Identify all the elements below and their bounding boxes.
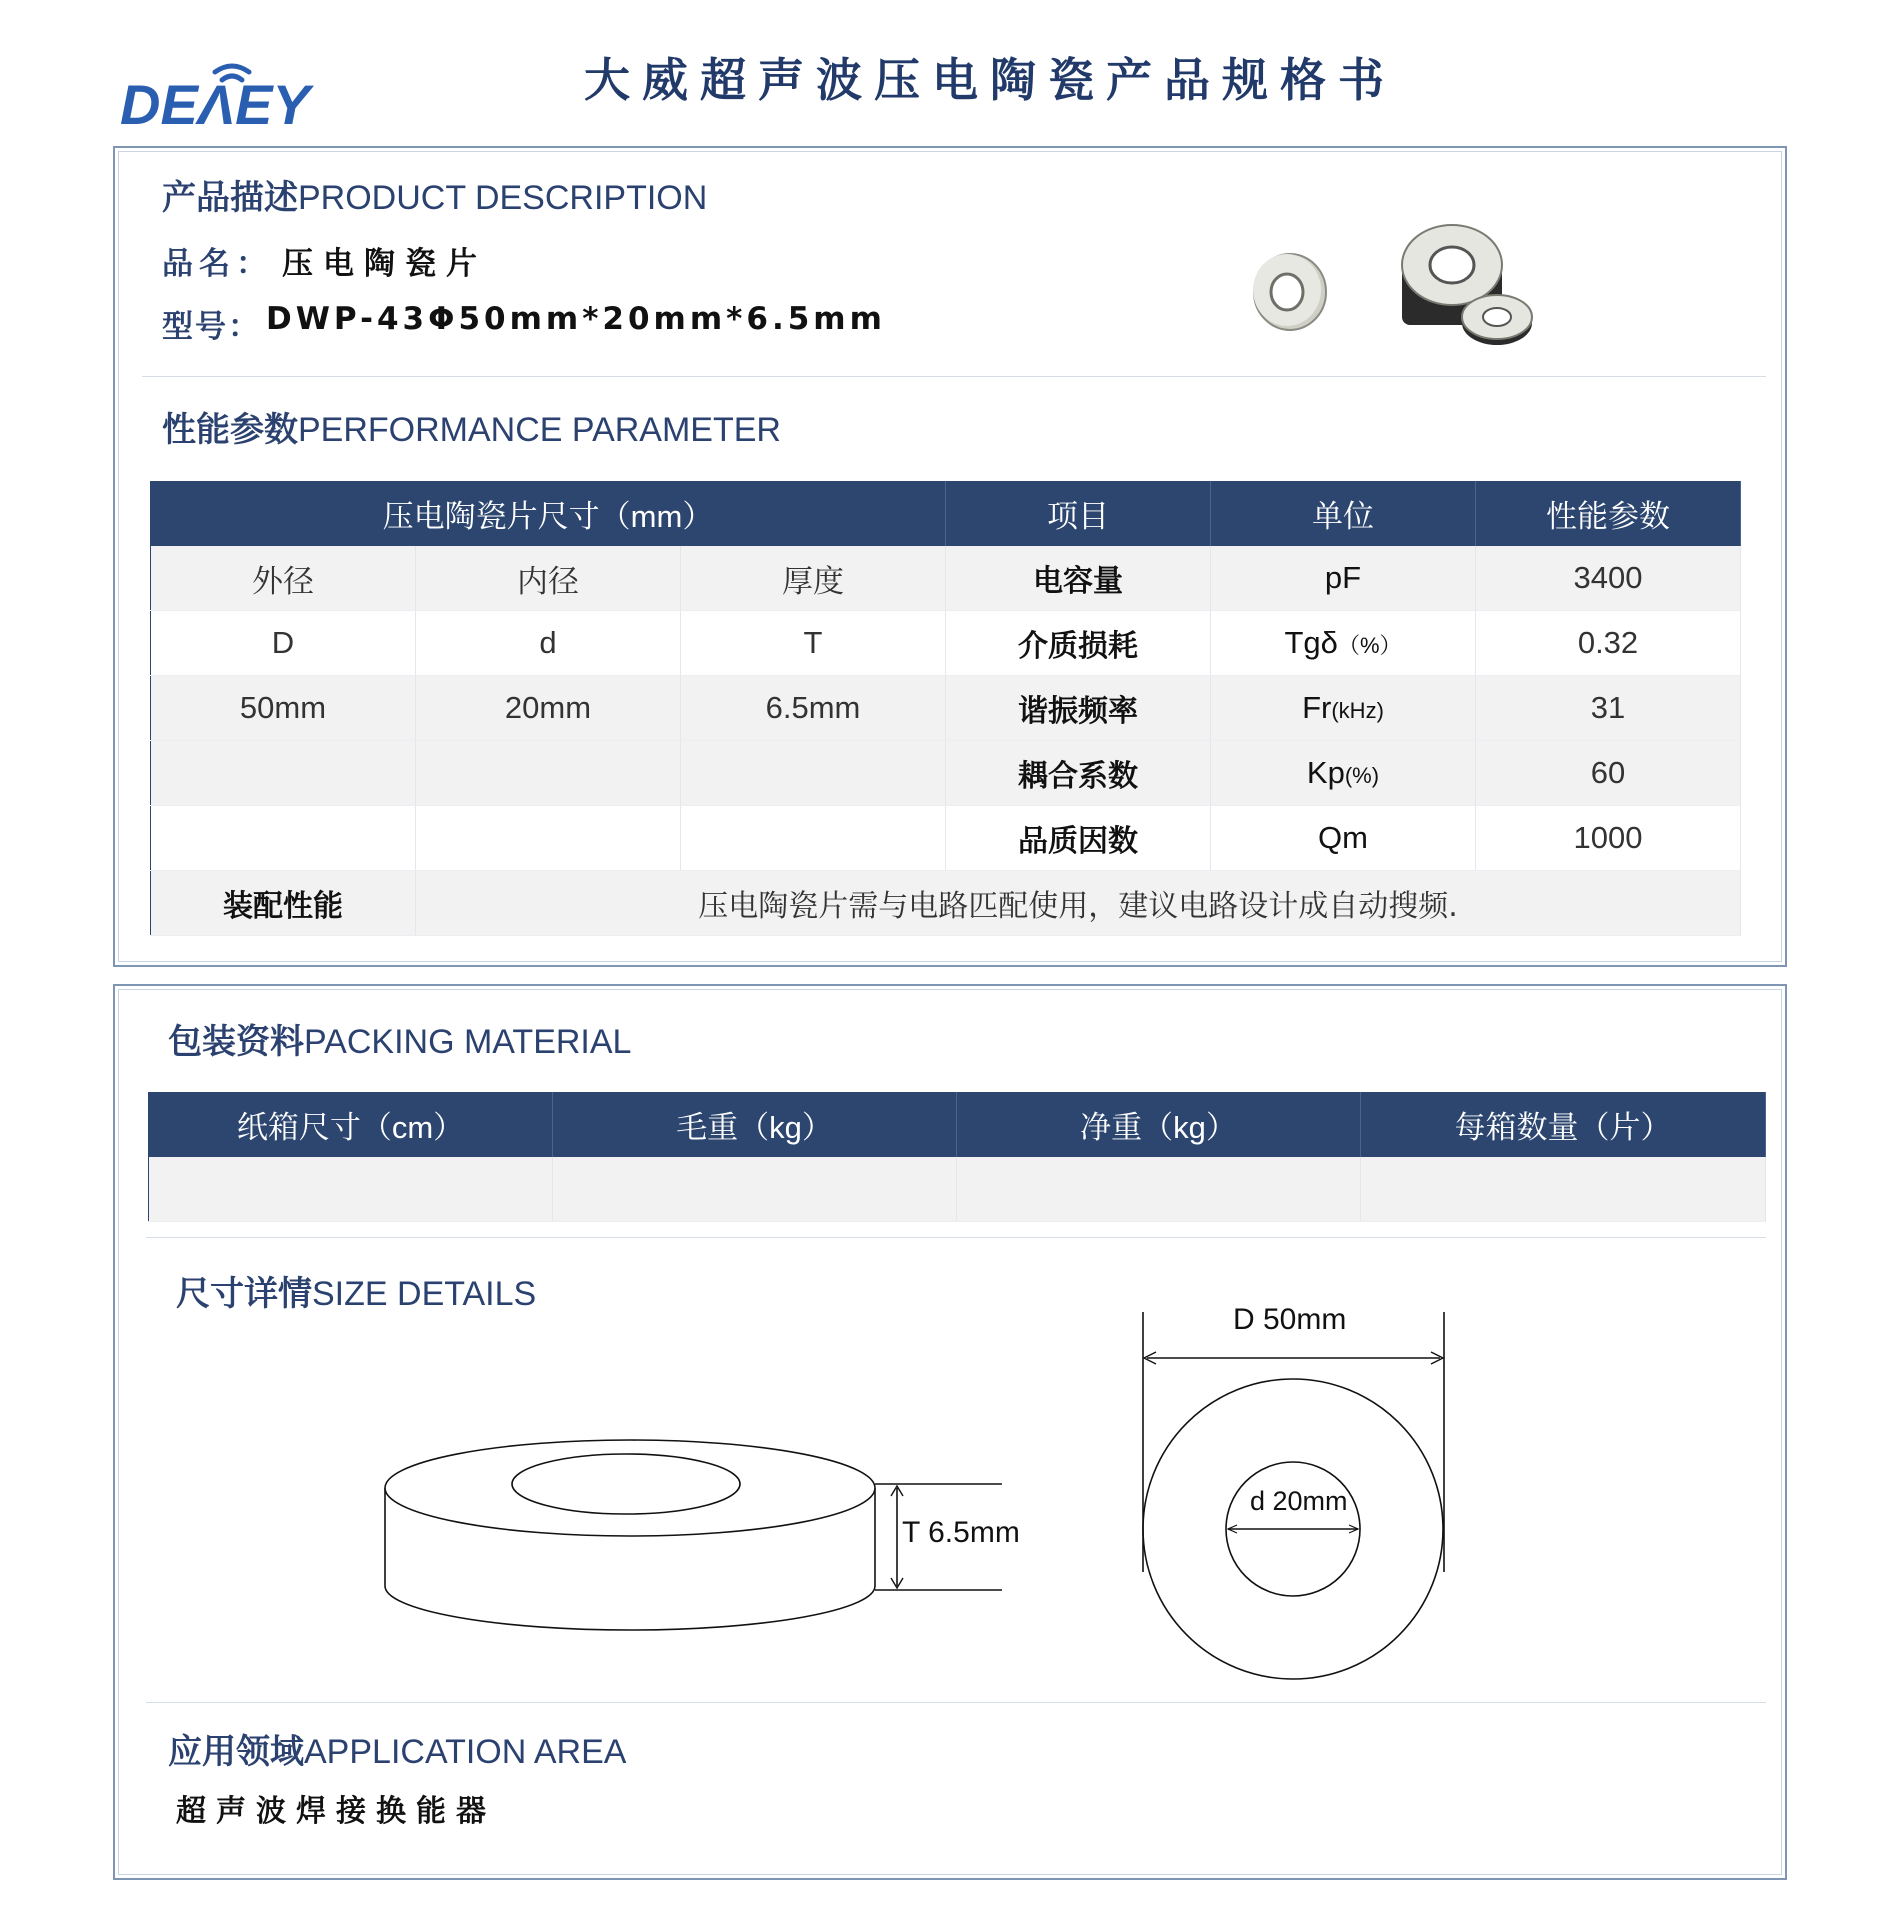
dim-header-thickness: 厚度 bbox=[681, 546, 946, 611]
dim-value-outer: 50mm bbox=[151, 676, 416, 741]
table-row bbox=[151, 611, 1741, 676]
header-unit: 单位 bbox=[1211, 481, 1476, 546]
empty-cell bbox=[149, 1157, 553, 1222]
packing-title: 包装资料PACKING MATERIAL bbox=[168, 1022, 632, 1062]
product-photo-stack bbox=[1372, 205, 1562, 355]
table-row bbox=[151, 871, 1741, 936]
table-row bbox=[149, 1157, 1766, 1222]
table-header-row bbox=[149, 1092, 1766, 1157]
dim-symbol-outer: D bbox=[151, 611, 416, 676]
table-row bbox=[151, 806, 1741, 871]
empty-cell bbox=[681, 741, 946, 806]
brand-logo bbox=[120, 58, 360, 130]
model-value: DWP-43Φ50mm*20mm*6.5mm bbox=[266, 301, 886, 337]
product-name-label: 品名： bbox=[162, 246, 273, 282]
dim-symbol-inner: d bbox=[416, 611, 681, 676]
application-title: 应用领域APPLICATION AREA bbox=[168, 1732, 627, 1772]
document-title: 大威超声波压电陶瓷产品规格书 bbox=[584, 53, 1396, 107]
section-divider bbox=[146, 1702, 1766, 1703]
empty-cell bbox=[681, 806, 946, 871]
assembly-label: 装配性能 bbox=[151, 871, 416, 936]
item-cell: 耦合系数 bbox=[946, 741, 1211, 806]
value-cell: 60 bbox=[1476, 741, 1741, 806]
dim-header-outer: 外径 bbox=[151, 546, 416, 611]
empty-cell bbox=[416, 741, 681, 806]
size-details-title: 尺寸详情SIZE DETAILS bbox=[176, 1274, 537, 1314]
assembly-text: 压电陶瓷片需与电路匹配使用，建议电路设计成自动搜频. bbox=[416, 871, 1741, 936]
performance-title: 性能参数PERFORMANCE PARAMETER bbox=[162, 410, 781, 450]
item-cell: 品质因数 bbox=[946, 806, 1211, 871]
header-carton-size: 纸箱尺寸（cm） bbox=[149, 1092, 553, 1157]
header-item: 项目 bbox=[946, 481, 1211, 546]
logo-text: DEΛEY bbox=[120, 73, 310, 130]
empty-cell bbox=[151, 806, 416, 871]
table-row bbox=[151, 546, 1741, 611]
table-header-row bbox=[151, 481, 1741, 546]
dim-header-inner: 内径 bbox=[416, 546, 681, 611]
value-cell: 31 bbox=[1476, 676, 1741, 741]
header-dimensions: 压电陶瓷片尺寸（mm） bbox=[151, 481, 946, 546]
dim-value-inner: 20mm bbox=[416, 676, 681, 741]
unit-cell: Tgδ（%） bbox=[1211, 611, 1476, 676]
dim-symbol-thickness: T bbox=[681, 611, 946, 676]
product-photo-single bbox=[1240, 240, 1340, 340]
product-description-title: 产品描述PRODUCT DESCRIPTION bbox=[162, 178, 708, 218]
application-value: 超声波焊接换能器 bbox=[176, 1794, 496, 1829]
header-net-weight: 净重（kg） bbox=[957, 1092, 1361, 1157]
model-label: 型号： bbox=[162, 309, 261, 345]
header-gross-weight: 毛重（kg） bbox=[553, 1092, 957, 1157]
header-quantity: 每箱数量（片） bbox=[1361, 1092, 1766, 1157]
unit-cell: Fr(kHz) bbox=[1211, 676, 1476, 741]
thickness-label: T 6.5mm bbox=[902, 1516, 1020, 1549]
outer-diameter-label: D 50mm bbox=[1233, 1303, 1347, 1336]
value-cell: 0.32 bbox=[1476, 611, 1741, 676]
empty-cell bbox=[553, 1157, 957, 1222]
value-cell: 1000 bbox=[1476, 806, 1741, 871]
unit-cell: Qm bbox=[1211, 806, 1476, 871]
section-divider bbox=[146, 1237, 1766, 1238]
performance-table bbox=[150, 481, 1741, 936]
table-row bbox=[151, 741, 1741, 806]
dim-value-thickness: 6.5mm bbox=[681, 676, 946, 741]
item-cell: 电容量 bbox=[946, 546, 1211, 611]
empty-cell bbox=[957, 1157, 1361, 1222]
value-cell: 3400 bbox=[1476, 546, 1741, 611]
item-cell: 谐振频率 bbox=[946, 676, 1211, 741]
unit-cell: pF bbox=[1211, 546, 1476, 611]
empty-cell bbox=[416, 806, 681, 871]
header-value: 性能参数 bbox=[1476, 481, 1741, 546]
packing-table bbox=[148, 1092, 1766, 1222]
section-divider bbox=[142, 376, 1766, 377]
unit-cell: Kp(%) bbox=[1211, 741, 1476, 806]
empty-cell bbox=[151, 741, 416, 806]
product-name-value: 压电陶瓷片 bbox=[282, 246, 487, 282]
item-cell: 介质损耗 bbox=[946, 611, 1211, 676]
empty-cell bbox=[1361, 1157, 1766, 1222]
inner-diameter-label: d 20mm bbox=[1250, 1486, 1348, 1516]
table-row bbox=[151, 676, 1741, 741]
